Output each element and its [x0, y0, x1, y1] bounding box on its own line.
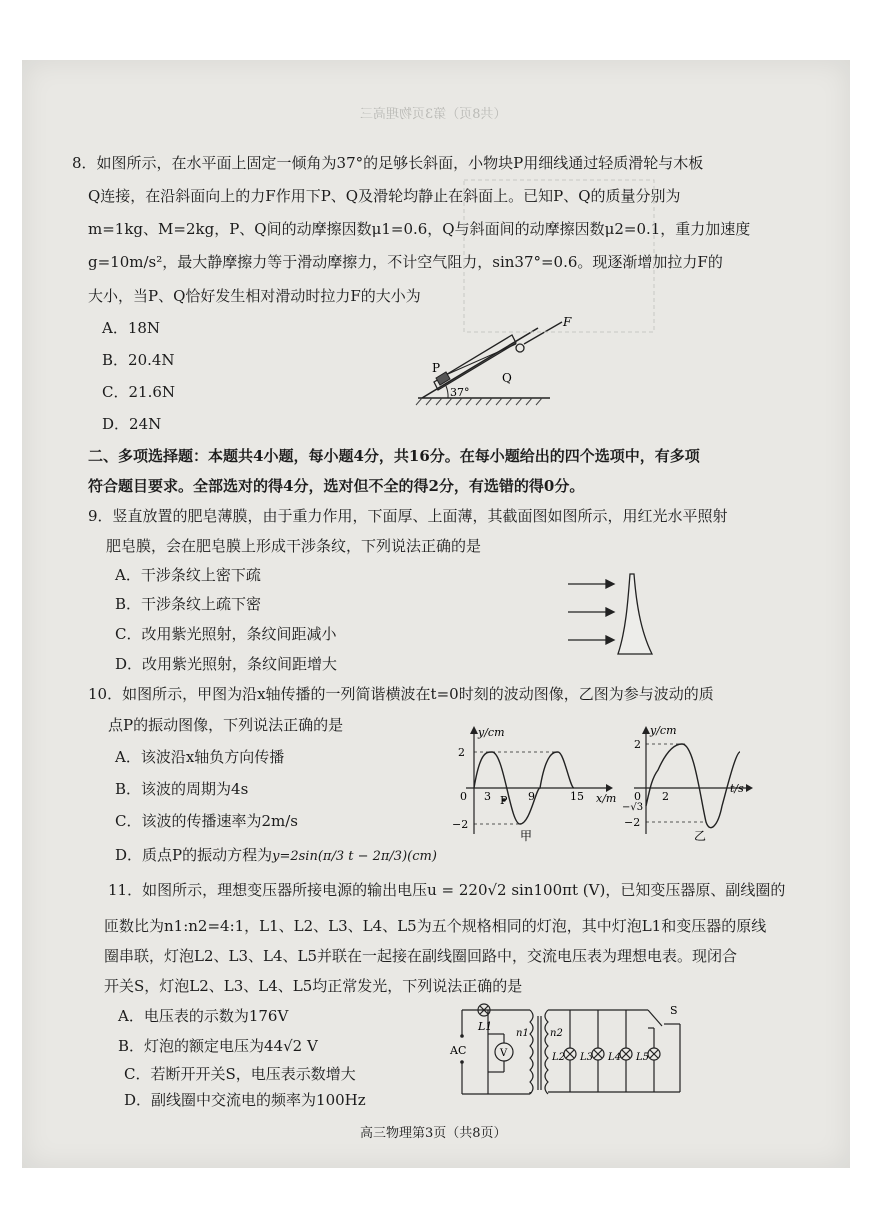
- yi-xlabel: t/s: [730, 782, 744, 795]
- circuit-V: V: [500, 1048, 508, 1059]
- circuit-L1: L1: [478, 1020, 493, 1033]
- q10-line-2: 点P的振动图像，下列说法正确的是: [108, 716, 344, 734]
- q10-graph-jia: [446, 722, 626, 842]
- q8-line-5: 大小，当P、Q恰好发生相对滑动时拉力F的大小为: [88, 287, 421, 305]
- q11-option-b: B．灯泡的额定电压为44√2 V: [118, 1037, 318, 1055]
- jia-ylabel: y/cm: [478, 726, 505, 739]
- jia-tick-y-2: 2: [458, 746, 465, 759]
- page-footer: 高三物理第3页（共8页）: [360, 1126, 507, 1141]
- q9-option-a: A．干涉条纹上密下疏: [115, 566, 261, 584]
- q10-option-c: C．该波的传播速率为2m/s: [115, 812, 298, 830]
- q11-circuit-figure: [448, 996, 698, 1106]
- q11-line-3: 圈串联，灯泡L2、L3、L4、L5并联在一起接在副线圈回路中，交流电压表为理想电表。现闭合: [104, 947, 738, 965]
- yi-tick-2: 2: [662, 790, 669, 803]
- q10-option-a: A．该波沿x轴负方向传播: [115, 748, 285, 766]
- yi-tick-0: 0: [634, 790, 641, 803]
- jia-tick-9: 9: [528, 790, 535, 803]
- q11-line-4: 开关S，灯泡L2、L3、L4、L5均正常发光，下列说法正确的是: [104, 977, 523, 995]
- yi-tick-y-neg2: −2: [624, 816, 641, 829]
- label-F: F: [563, 315, 572, 329]
- jia-point-P: P: [500, 794, 508, 807]
- label-angle: 37°: [450, 386, 470, 399]
- circuit-L2: L2: [552, 1052, 566, 1063]
- q11-option-d: D．副线圈中交流电的频率为100Hz: [124, 1091, 366, 1109]
- q8-line-2: Q连接，在沿斜面向上的力F作用下P、Q及滑轮均静止在斜面上。已知P、Q的质量分别为: [88, 187, 681, 205]
- circuit-L5: L5: [636, 1052, 650, 1063]
- circuit-L4: L4: [608, 1052, 622, 1063]
- circuit-S: S: [670, 1004, 678, 1017]
- q10-option-d-formula: y=2sin(π/3 t − 2π/3)(cm): [272, 849, 437, 864]
- yi-caption: 乙: [694, 829, 707, 843]
- q9-option-b: B．干涉条纹上疏下密: [115, 595, 262, 613]
- jia-tick-0: 0: [460, 790, 467, 803]
- q9-option-c: C．改用紫光照射，条纹间距减小: [115, 625, 337, 643]
- q8-line-1: 8．如图所示，在水平面上固定一倾角为37°的足够长斜面，小物块P用细线通过轻质滑轮与木板: [72, 154, 704, 172]
- q11-line-2: 匝数比为n1:n2=4:1，L1、L2、L3、L4、L5为五个规格相同的灯泡，其中灯泡L1和变压器的原线: [104, 917, 767, 935]
- section2-line-2: 符合题目要求。全部选对的得4分，选对但不全的得2分，有选错的得0分。: [88, 477, 585, 495]
- jia-tick-15: 15: [570, 790, 584, 803]
- jia-tick-3: 3: [484, 790, 491, 803]
- q8-line-3: m=1kg、M=2kg，P、Q间的动摩擦因数μ1=0.6，Q与斜面间的动摩擦因数μ2=0.1，重力加速度: [88, 220, 751, 238]
- q11-option-a: A．电压表的示数为176V: [118, 1007, 289, 1025]
- q8-faint-box: [462, 178, 662, 338]
- yi-tick-y-2: 2: [634, 738, 641, 751]
- q10-line-1: 10．如图所示，甲图为沿x轴传播的一列简谐横波在t=0时刻的波动图像，乙图为参与波动的质: [88, 685, 714, 703]
- q8-option-c: C．21.6N: [102, 383, 176, 401]
- jia-xlabel: x/m: [596, 792, 617, 805]
- yi-ylabel: y/cm: [650, 724, 677, 737]
- jia-tick-y-neg2: −2: [452, 818, 469, 831]
- circuit-AC: AC: [450, 1044, 467, 1057]
- circuit-n1: n1: [516, 1028, 529, 1039]
- q11-option-c: C．若断开开关S，电压表示数增大: [124, 1065, 356, 1083]
- q8-option-a: A．18N: [102, 319, 161, 337]
- q10-option-d-prefix: D．质点P的振动方程为: [115, 846, 273, 864]
- label-Q: Q: [502, 371, 512, 385]
- q9-line-2: 肥皂膜，会在肥皂膜上形成干涉条纹，下列说法正确的是: [106, 537, 482, 555]
- q10-graph-yi: [618, 722, 758, 842]
- q9-option-d: D．改用紫光照射，条纹间距增大: [115, 655, 338, 673]
- q10-option-b: B．该波的周期为4s: [115, 780, 249, 798]
- q11-line-1: 11．如图所示，理想变压器所接电源的输出电压u = 220√2 sin100πt (V)，已知变压器原、副线圈的: [108, 881, 786, 899]
- q8-line-4: g=10m/s²，最大静摩擦力等于滑动摩擦力，不计空气阻力，sin37°=0.6。现逐渐增加拉力F的: [88, 253, 723, 271]
- label-P: P: [432, 361, 441, 375]
- q9-soap-film-figure: [560, 570, 670, 660]
- circuit-L3: L3: [580, 1052, 594, 1063]
- circuit-n2: n2: [550, 1028, 563, 1039]
- jia-caption: 甲: [520, 829, 533, 843]
- q9-line-1: 9．竖直放置的肥皂薄膜，由于重力作用，下面厚、上面薄，其截面图如图所示，用红光水平照射: [88, 507, 728, 525]
- q10-option-d: [115, 845, 437, 867]
- q8-option-d: D．24N: [102, 415, 162, 433]
- bleed-through-header: （共8页）第3页物理高三: [360, 107, 507, 122]
- section2-line-1: 二、多项选择题：本题共4小题，每小题4分，共16分。在每小题给出的四个选项中，有多项: [88, 447, 700, 465]
- q8-option-b: B．20.4N: [102, 351, 175, 369]
- yi-tick-y-sqrt3: −√3: [622, 802, 644, 813]
